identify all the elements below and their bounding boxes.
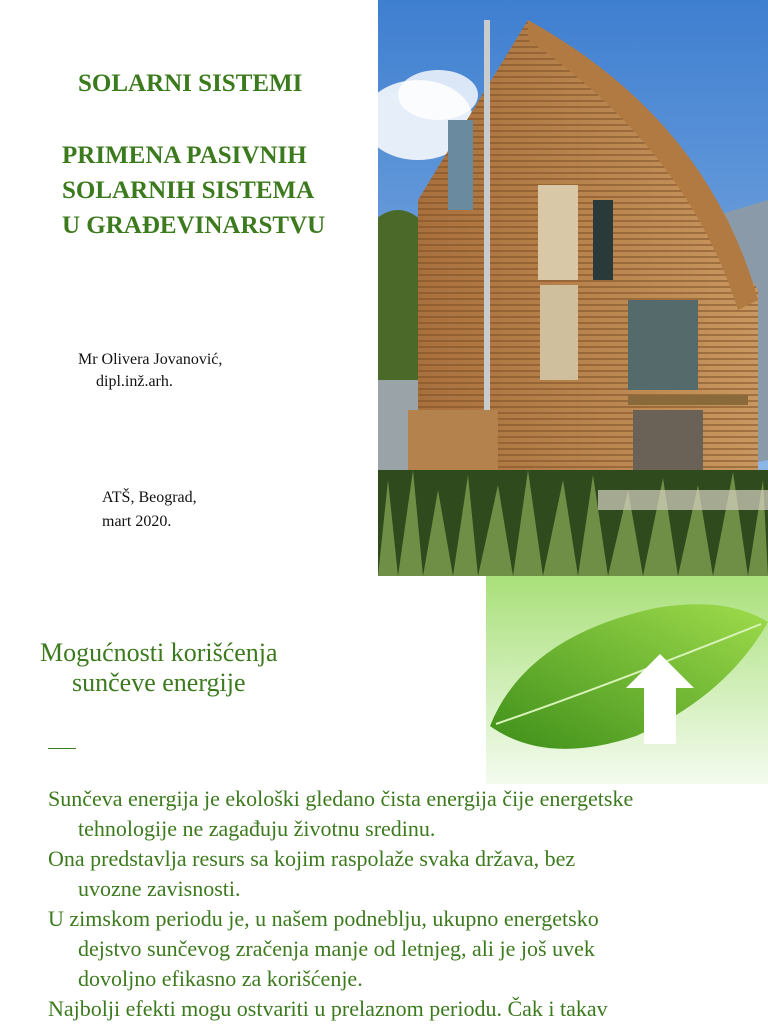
green-leaf-arrow-icon (486, 576, 768, 784)
paragraph-line-6: dejstvo sunčevog zračenja manje od letnjeg, ali je još uvek (78, 936, 595, 961)
slide-heading-line-1: Mogućnosti korišćenja (40, 638, 278, 667)
school-location: ATŠ, Beograd, (102, 489, 197, 506)
paragraph-line-1: Sunčeva energija je ekološki gledano čista energija čije energetske (48, 786, 634, 811)
bullet-dash (48, 748, 76, 749)
date: mart 2020. (102, 513, 172, 530)
main-title: SOLARNI SISTEMI (78, 70, 303, 97)
paragraph-line-2: tehnologije ne zagađuju životnu sredinu. (78, 816, 436, 841)
paragraph-line-7: dovoljno efikasno za korišćenje. (78, 966, 363, 991)
author-title: dipl.inž.arh. (96, 373, 173, 390)
author-name: Mr Olivera Jovanović, (78, 351, 223, 368)
content-slide (0, 576, 768, 1024)
subtitle-line-2: SOLARNIH SISTEMA (62, 177, 315, 204)
paragraph-line-8: Najbolji efekti mogu ostvariti u prelaznom periodu. Čak i takav (48, 996, 608, 1021)
subtitle-line-3: U GRAĐEVINARSTVU (62, 212, 326, 239)
paragraph-line-5: U zimskom periodu je, u našem podneblju, ukupno energetsko (48, 906, 599, 931)
paragraph-line-4: uvozne zavisnosti. (78, 876, 241, 901)
slide-heading-line-2: sunčeve energije (72, 668, 246, 697)
subtitle-line-1: PRIMENA PASIVNIH (62, 142, 307, 169)
paragraph-line-3: Ona predstavlja resurs sa kojim raspolaže svaka država, bez (48, 846, 576, 871)
timber-house-photo (378, 0, 768, 576)
